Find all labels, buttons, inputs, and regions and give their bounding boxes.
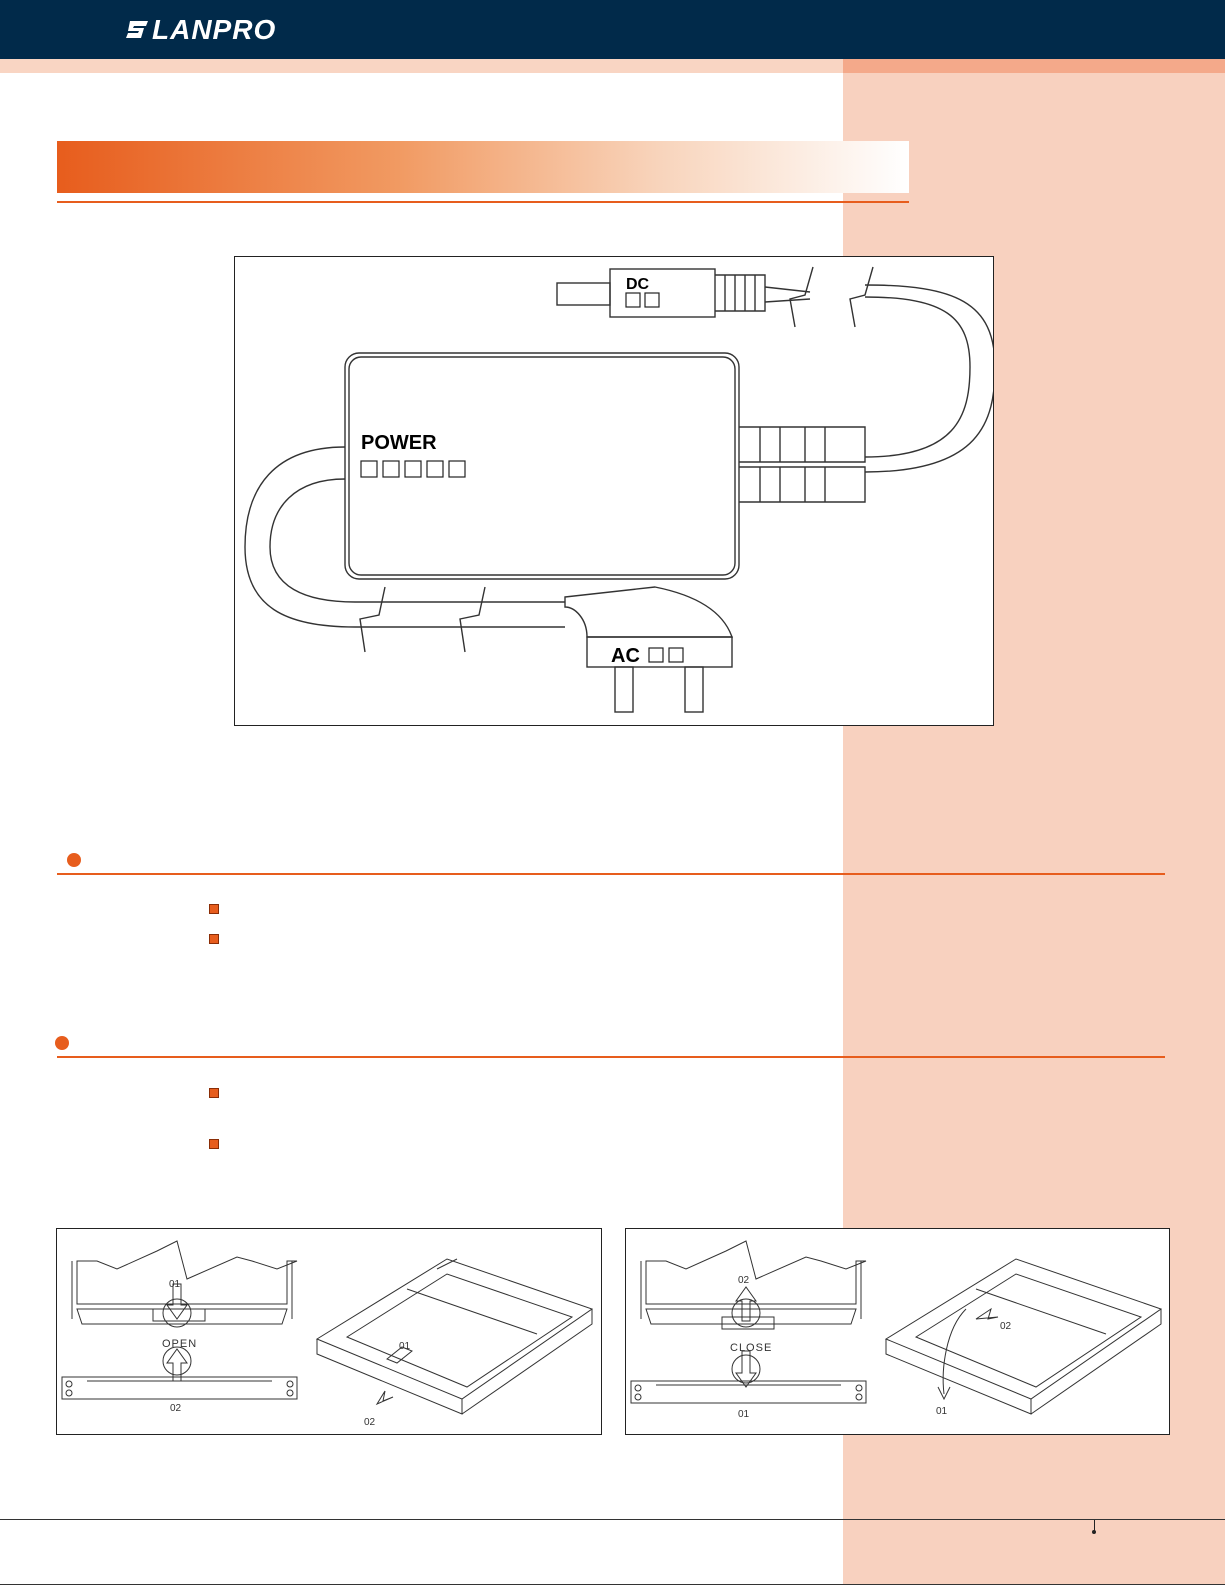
brand-logo xyxy=(124,13,276,47)
ac-label: AC xyxy=(611,645,640,667)
power-adapter-figure xyxy=(234,256,994,726)
open-drawer-drawing xyxy=(57,1229,601,1434)
header-bar xyxy=(0,0,1225,59)
close-drawer-figure xyxy=(625,1228,1170,1435)
open-persp-step-1: 01 xyxy=(399,1341,411,1352)
page-marker-dot xyxy=(1092,1530,1096,1534)
open-drawer-figure xyxy=(56,1228,602,1435)
close-persp-step-1: 02 xyxy=(1000,1321,1012,1332)
header-stripe-accent xyxy=(843,59,1225,73)
title-banner xyxy=(57,141,909,193)
header-stripe xyxy=(0,59,843,73)
close-drawer-drawing xyxy=(626,1229,1169,1434)
section-1-dot xyxy=(67,853,81,867)
close-action-label: CLOSE xyxy=(730,1342,773,1354)
bullet xyxy=(209,1139,219,1149)
open-step-top: 01 xyxy=(169,1279,181,1290)
open-action-label: OPEN xyxy=(162,1338,198,1350)
power-adapter-drawing xyxy=(235,257,993,725)
close-step-bottom: 01 xyxy=(738,1409,750,1420)
dc-label: DC xyxy=(626,276,650,293)
close-step-top: 02 xyxy=(738,1275,750,1286)
open-step-bottom: 02 xyxy=(170,1403,182,1414)
footer-rule xyxy=(0,1519,1225,1520)
bullet xyxy=(209,904,219,914)
bullet xyxy=(209,934,219,944)
power-label: POWER xyxy=(361,432,437,454)
open-persp-step-2: 02 xyxy=(364,1417,376,1428)
bullet xyxy=(209,1088,219,1098)
brand-name: LANPRO xyxy=(152,14,277,45)
lanpro-logo-icon xyxy=(124,17,150,43)
title-rule xyxy=(57,201,909,203)
section-2-dot xyxy=(55,1036,69,1050)
section-1-rule xyxy=(57,873,1165,875)
close-persp-step-2: 01 xyxy=(936,1406,948,1417)
section-2-rule xyxy=(57,1056,1165,1058)
